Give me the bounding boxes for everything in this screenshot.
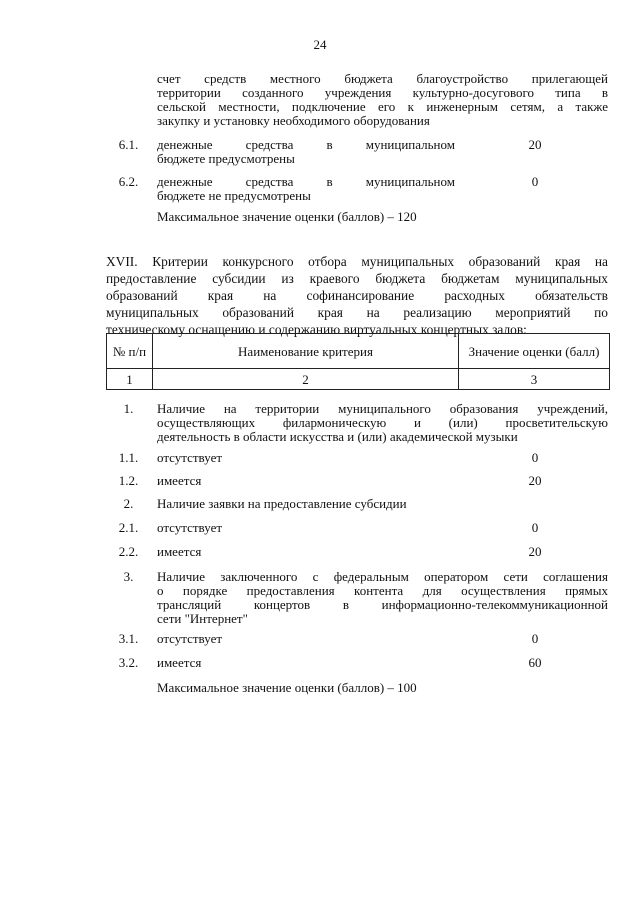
item-text: отсутствует [157,450,223,465]
item-score: 0 [531,520,539,535]
item-text: Наличие заключенного с федеральным оператором сети соглашения [157,569,608,584]
item-text: бюджете предусмотрены [157,151,295,166]
item-text: сети "Интернет" [157,611,248,626]
item-text: отсутствует [157,631,223,646]
item-score: 0 [531,174,539,189]
item-text: осуществляющих филармоническую и (или) просветительскую [157,415,608,430]
intro-line: счет средств местного бюджета благоустройство прилегающей [157,71,608,86]
item-number: 2.1. [118,520,139,535]
header-number: № п/п [107,334,153,369]
section-heading-line: муниципальных образований края на реализацию мероприятий по [106,305,608,320]
table-column-numbers-row [107,369,610,390]
item-score: 20 [528,473,542,488]
header-criterion: Наименование критерия [153,334,459,369]
item-number: 1.2. [118,473,139,488]
criteria-table [106,333,610,390]
item-score: 0 [531,631,539,646]
column-number: 3 [459,369,610,390]
section-heading-line: предоставление субсидии из краевого бюджета бюджетам муниципальных [106,271,608,286]
section-heading-line: техническому оснащению и содержанию виртуальных концертных залов: [106,322,527,337]
section-heading-line: XVII. Критерии конкурсного отбора муниципальных образований края на [106,254,608,269]
item-score: 20 [528,137,542,152]
item-score: 0 [531,450,539,465]
max-score-text: Максимальное значение оценки (баллов) – 120 [157,209,417,224]
item-number: 2. [123,496,134,511]
item-text: Наличие на территории муниципального образования учреждений, [157,401,608,416]
item-text: имеется [157,655,202,670]
item-number: 2.2. [118,544,139,559]
page-number: 24 [313,37,327,52]
item-number: 3. [123,569,134,584]
item-text: имеется [157,473,202,488]
item-number: 3.1. [118,631,139,646]
item-text: отсутствует [157,520,223,535]
item-number: 3.2. [118,655,139,670]
item-text: деятельность в области искусства и (или) академической музыки [157,429,518,444]
table-header-row [107,334,610,369]
item-text: бюджете не предусмотрены [157,188,311,203]
column-number: 1 [107,369,153,390]
item-text: имеется [157,544,202,559]
section-heading [106,253,608,338]
item-number: 1.1. [118,450,139,465]
section-heading-line: образований края на софинансирование расходных обязательств [106,288,608,303]
max-score-text: Максимальное значение оценки (баллов) – 100 [157,680,417,695]
item-score: 20 [528,544,542,559]
item-text: Наличие заявки на предоставление субсидии [157,496,407,511]
item-number: 6.2. [118,174,139,189]
intro-line: закупку и установку необходимого оборудования [157,113,430,128]
item-text: денежные средства в муниципальном [157,137,455,152]
item-score: 60 [528,655,542,670]
item-number: 6.1. [118,137,139,152]
header-score: Значение оценки (балл) [459,334,610,369]
item-text: о порядке предоставления контента для осуществления прямых [157,583,608,598]
intro-line: сельской местности, подключение его к инженерным сетям, а также [157,99,608,114]
intro-line: территории созданного учреждения культурно-досугового типа в [157,85,608,100]
item-text: трансляций концертов в информационно-телекоммуникационной [157,597,608,612]
column-number: 2 [153,369,459,390]
item-text: денежные средства в муниципальном [157,174,455,189]
item-number: 1. [123,401,134,416]
